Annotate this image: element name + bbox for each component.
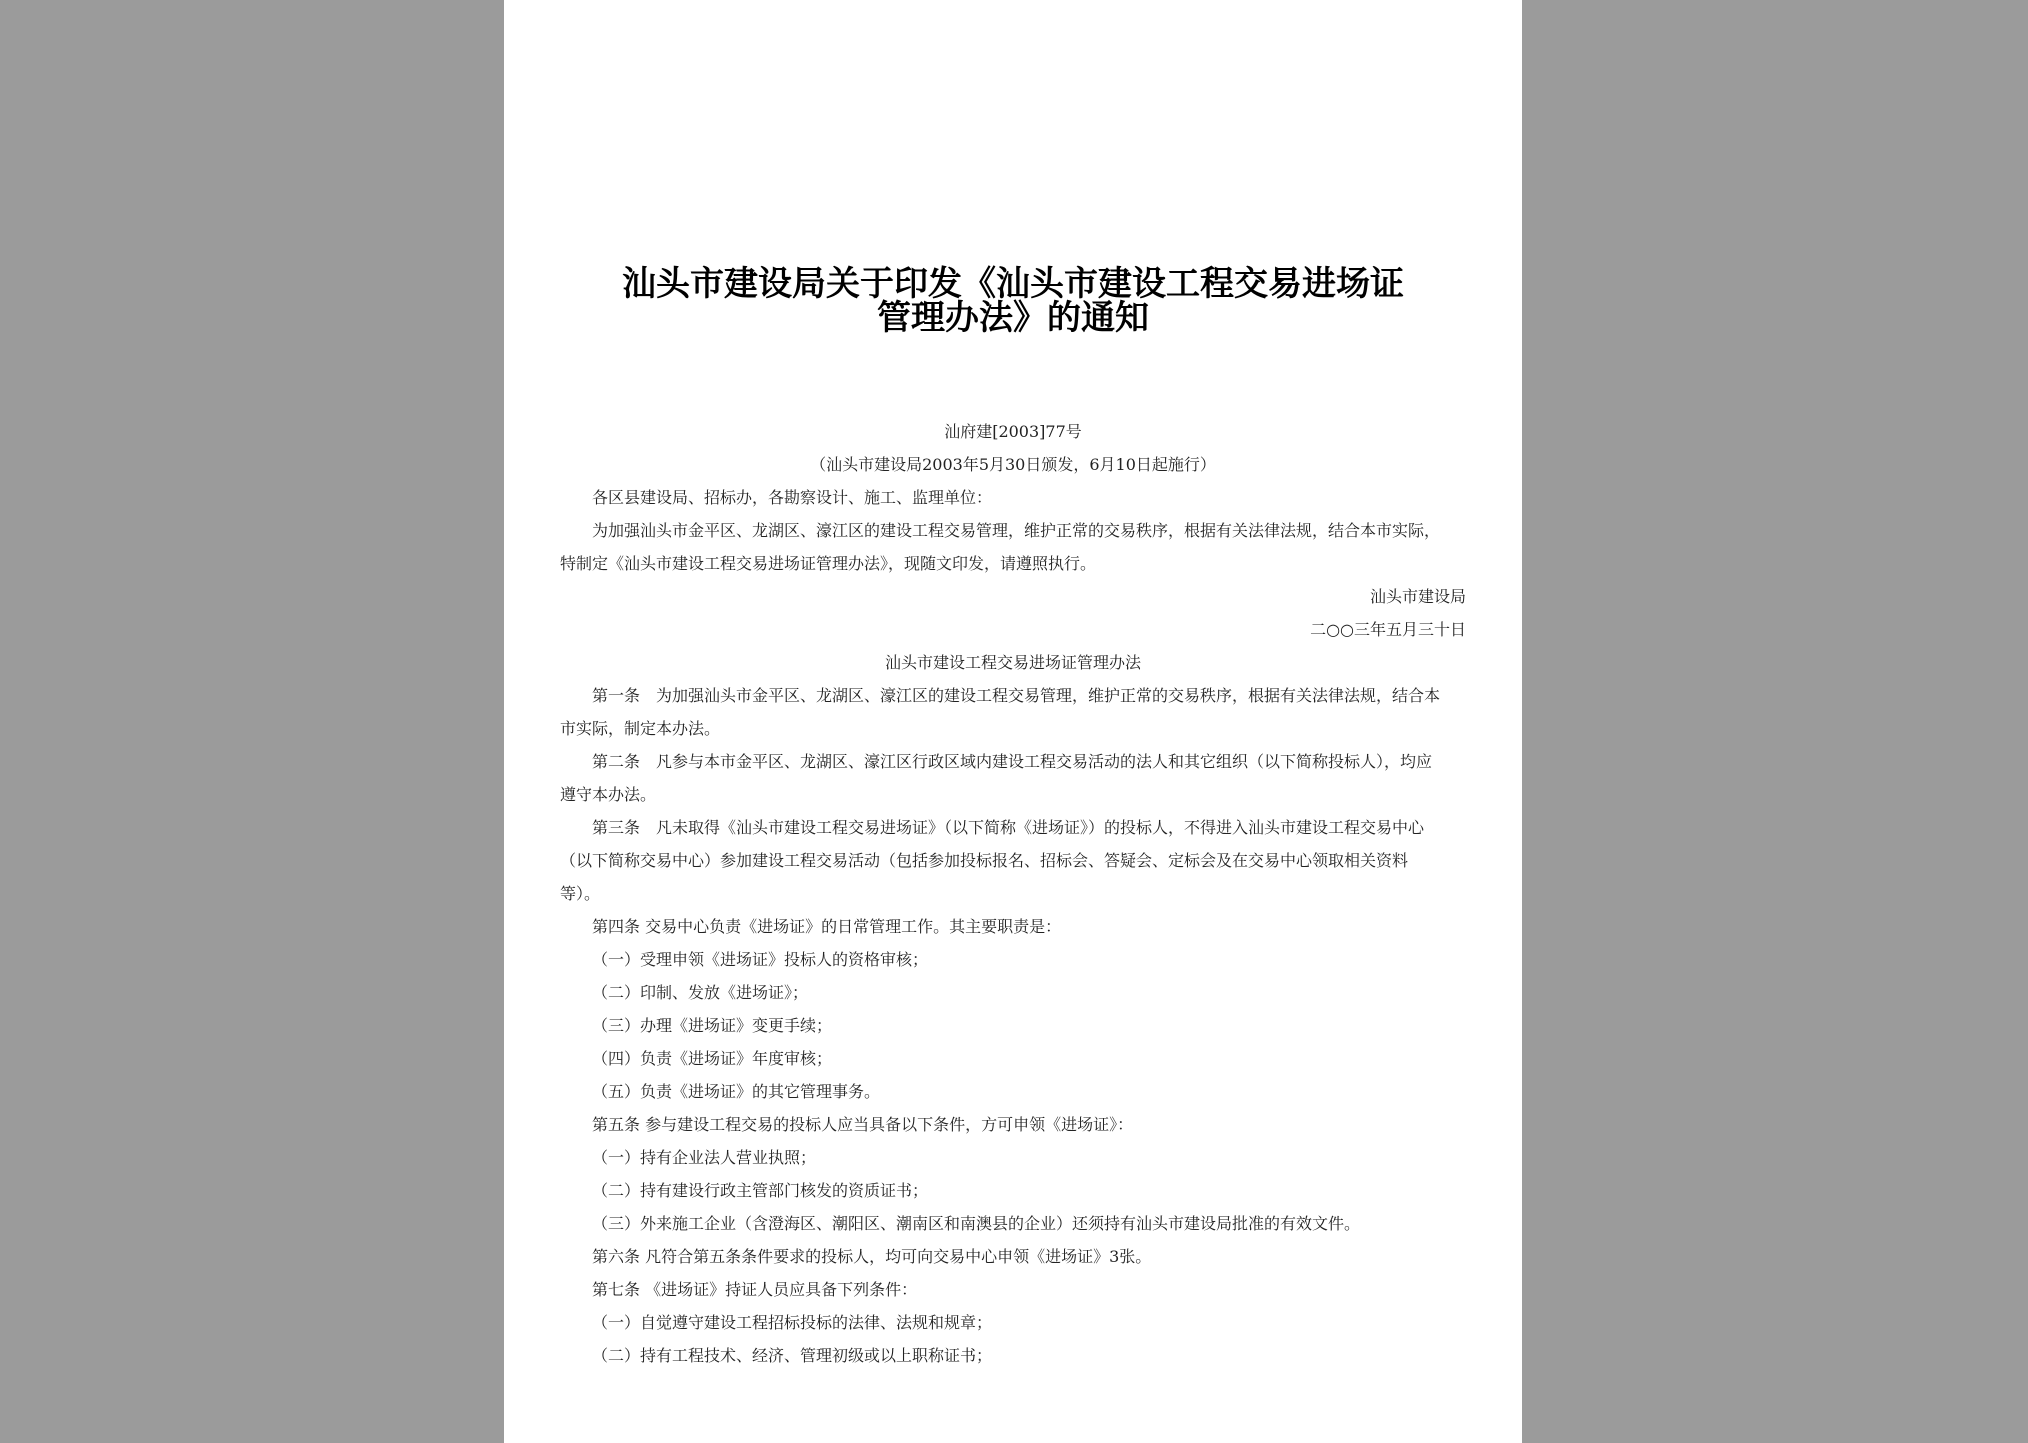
article-4-item-2: （二）印制、发放《进场证》； <box>592 983 809 1002</box>
article-2-line-2: 遵守本办法。 <box>560 785 657 804</box>
document-number: 汕府建[2003]77号 <box>944 422 1082 441</box>
article-5: 第五条 参与建设工程交易的投标人应当具备以下条件，方可申领《进场证》： <box>592 1115 1134 1134</box>
article-5-item-2: （二）持有建设行政主管部门核发的资质证书； <box>592 1181 929 1200</box>
signature-date: 二○○三年五月三十日 <box>1310 620 1466 639</box>
signature-organization: 汕头市建设局 <box>1369 587 1466 606</box>
addressee: 各区县建设局、招标办，各勘察设计、施工、监理单位： <box>592 488 993 507</box>
issue-note: （汕头市建设局2003年5月30日颁发，6月10日起施行） <box>810 455 1216 474</box>
article-4-item-1: （一）受理申领《进场证》投标人的资格审核； <box>592 950 929 969</box>
intro-paragraph-line-1: 为加强汕头市金平区、龙湖区、濠江区的建设工程交易管理，维护正常的交易秩序，根据有关法律法规，结合本市实际， <box>592 521 1441 540</box>
article-1-line-2: 市实际，制定本办法。 <box>560 719 721 738</box>
article-3-line-3: 等）。 <box>560 884 601 903</box>
article-3-line-1: 第三条 凡未取得《汕头市建设工程交易进场证》（以下简称《进场证》）的投标人，不得进入汕头市建设工程交易中心 <box>592 818 1425 837</box>
article-4: 第四条 交易中心负责《进场证》的日常管理工作。其主要职责是： <box>592 917 1062 936</box>
article-2-line-1: 第二条 凡参与本市金平区、龙湖区、濠江区行政区域内建设工程交易活动的法人和其它组织（以下简称投标人），均应 <box>592 752 1433 771</box>
article-4-item-5: （五）负责《进场证》的其它管理事务。 <box>592 1082 881 1101</box>
article-1-line-1: 第一条 为加强汕头市金平区、龙湖区、濠江区的建设工程交易管理，维护正常的交易秩序，根据有关法律法规，结合本 <box>592 686 1441 705</box>
article-5-item-3: （三）外来施工企业（含澄海区、潮阳区、潮南区和南澳县的企业）还须持有汕头市建设局批准的有效文件。 <box>592 1214 1361 1233</box>
article-5-item-1: （一）持有企业法人营业执照； <box>592 1148 817 1167</box>
intro-paragraph-line-2: 特制定《汕头市建设工程交易进场证管理办法》，现随文印发，请遵照执行。 <box>560 554 1097 573</box>
document-page <box>504 0 1522 1443</box>
article-6: 第六条 凡符合第五条条件要求的投标人，均可向交易中心申领《进场证》3张。 <box>592 1247 1152 1266</box>
document-title-line-1: 汕头市建设局关于印发《汕头市建设工程交易进场证 <box>622 264 1404 304</box>
article-4-item-4: （四）负责《进场证》年度审核； <box>592 1049 833 1068</box>
article-7-item-2: （二）持有工程技术、经济、管理初级或以上职称证书； <box>592 1346 993 1365</box>
article-3-line-2: （以下简称交易中心）参加建设工程交易活动（包括参加投标报名、招标会、答疑会、定标会及在交易中心领取相关资料 <box>560 851 1409 870</box>
measures-title: 汕头市建设工程交易进场证管理办法 <box>884 653 1141 672</box>
document-title-line-2: 管理办法》的通知 <box>877 298 1149 338</box>
article-7: 第七条 《进场证》持证人员应具备下列条件： <box>592 1280 918 1299</box>
article-4-item-3: （三）办理《进场证》变更手续； <box>592 1016 833 1035</box>
article-7-item-1: （一）自觉遵守建设工程招标投标的法律、法规和规章； <box>592 1313 993 1332</box>
